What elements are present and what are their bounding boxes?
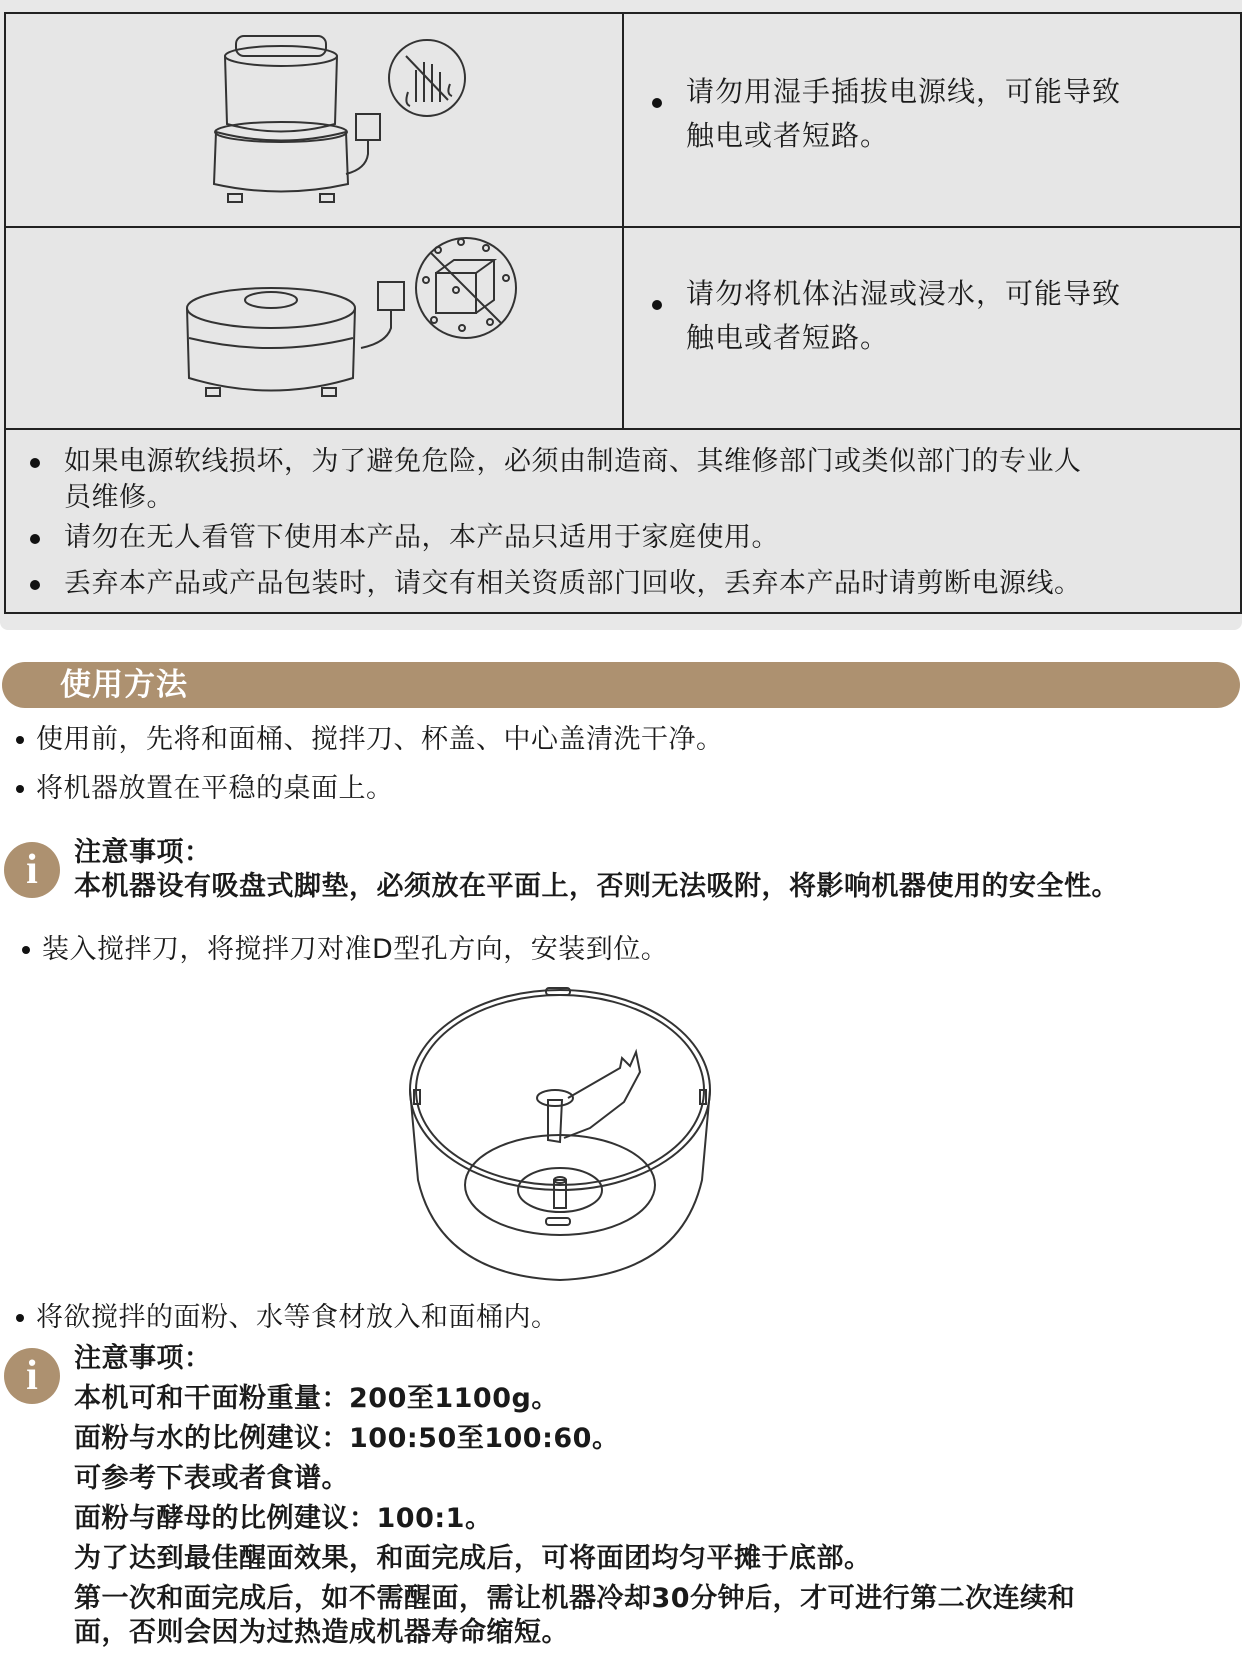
bullet bbox=[16, 785, 24, 793]
note1-title: 注意事项： bbox=[74, 837, 212, 868]
mixer-no-water-illustration bbox=[6, 228, 622, 428]
note2-line-6: 第一次和面完成后，如不需醒面，需让机器冷却30分钟后，才可进行第二次连续和 bbox=[74, 1583, 1076, 1614]
note2-line-1: 本机可和干面粉重量：200至1100g。 bbox=[74, 1383, 559, 1414]
note2-line-5: 为了达到最佳醒面效果，和面完成后，可将面团均匀平摊于底部。 bbox=[74, 1543, 872, 1574]
info-icon: i bbox=[4, 842, 60, 898]
row1-text-line2: 触电或者短路。 bbox=[686, 119, 890, 152]
step-3: 装入搅拌刀，将搅拌刀对准D型孔方向，安装到位。 bbox=[42, 934, 669, 965]
mixer-wet-hand-illustration bbox=[6, 14, 622, 226]
row2-text-line1: 请勿将机体沾湿或浸水，可能导致 bbox=[686, 277, 1122, 310]
bullet bbox=[30, 580, 40, 590]
note-3: 丢弃本产品或产品包装时，请交有相关资质部门回收，丢弃本产品时请剪断电源线。 bbox=[64, 568, 1082, 599]
row2-text-line2: 触电或者短路。 bbox=[686, 321, 890, 354]
bullet bbox=[16, 736, 24, 744]
row1-text-line1: 请勿用湿手插拔电源线，可能导致 bbox=[686, 75, 1122, 108]
note2-line-3: 可参考下表或者食谱。 bbox=[74, 1463, 349, 1494]
row2-illustration-cell bbox=[4, 226, 624, 430]
note2-line-2: 面粉与水的比例建议：100:50至100:60。 bbox=[74, 1423, 620, 1454]
note2-line-4: 面粉与酵母的比例建议：100:1。 bbox=[74, 1503, 493, 1534]
row1-illustration-cell bbox=[4, 12, 624, 228]
note-1-line2: 员维修。 bbox=[64, 482, 174, 513]
notes-cell bbox=[4, 428, 1242, 614]
bullet bbox=[652, 98, 662, 108]
info-icon: i bbox=[4, 1348, 60, 1404]
bullet bbox=[30, 534, 40, 544]
step-2: 将机器放置在平稳的桌面上。 bbox=[36, 773, 394, 804]
row1-text-cell bbox=[622, 12, 1242, 228]
bullet bbox=[16, 1314, 24, 1322]
step-1: 使用前，先将和面桶、搅拌刀、杯盖、中心盖清洗干净。 bbox=[36, 724, 724, 755]
bullet bbox=[22, 946, 30, 954]
bullet bbox=[652, 300, 662, 310]
row2-text-cell bbox=[622, 226, 1242, 430]
note-2: 请勿在无人看管下使用本产品，本产品只适用于家庭使用。 bbox=[64, 522, 779, 553]
note2-line-7: 面，否则会因为过热造成机器寿命缩短。 bbox=[74, 1617, 569, 1648]
note2-title: 注意事项： bbox=[74, 1343, 212, 1374]
bullet bbox=[30, 458, 40, 468]
note-1-line1: 如果电源软线损坏，为了避免危险，必须由制造商、其维修部门或类似部门的专业人 bbox=[64, 446, 1082, 477]
section-title: 使用方法 bbox=[60, 667, 188, 703]
note1-text: 本机器设有吸盘式脚垫，必须放在平面上，否则无法吸附，将影响机器使用的安全性。 bbox=[74, 871, 1119, 902]
step-4: 将欲搅拌的面粉、水等食材放入和面桶内。 bbox=[36, 1302, 559, 1333]
mixing-bowl-illustration bbox=[400, 980, 720, 1300]
